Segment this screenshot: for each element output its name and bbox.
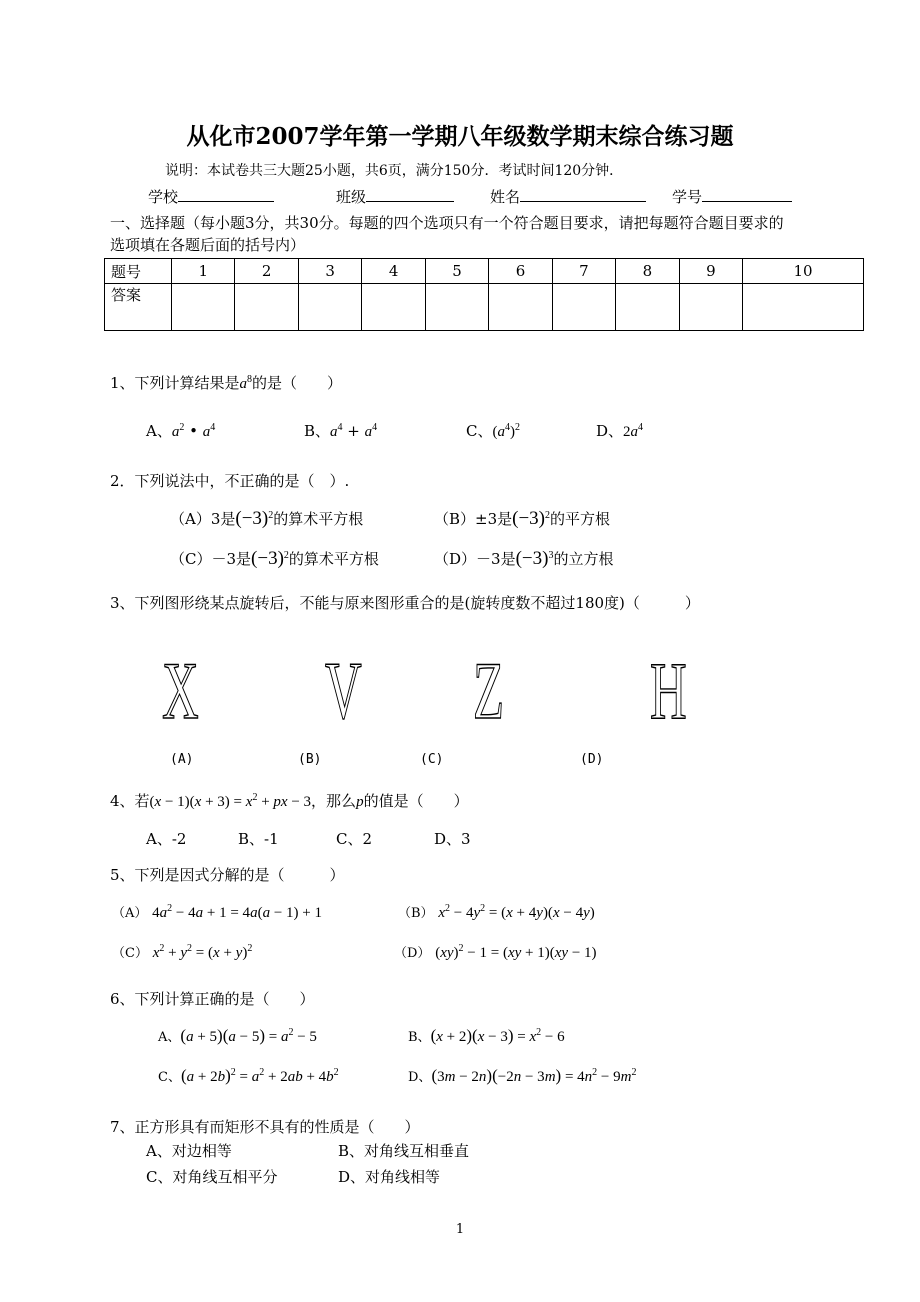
name-label: 姓名	[490, 188, 521, 206]
id-field[interactable]	[672, 186, 792, 207]
q6-option-b: B、$(x + 2)(x - 3) = x^2 - 6$	[408, 1026, 565, 1045]
table-number: 4	[362, 259, 425, 284]
letter-z-figure: Z	[473, 645, 505, 736]
question-2: 2．下列说法中，不正确的是（ ）.	[110, 472, 350, 490]
letter-h-figure: H	[650, 645, 687, 736]
q6-label-c: C、	[158, 1070, 181, 1085]
q6-option-c: C、$(a + 2b)^2 = a^2 + 2ab + 4b^2$	[158, 1066, 339, 1085]
question-3: 3、下列图形绕某点旋转后，不能与原来图形重合的是(旋转度数不超过180度)（ ）	[110, 594, 700, 612]
answer-cell[interactable]	[425, 284, 488, 331]
table-number: 6	[489, 259, 552, 284]
section1-line1: 一、选择题（每小题3分，共30分。每题的四个选项只有一个符合题目要求，请把每题符合题目要求的	[110, 214, 784, 232]
q4-suffix: 的值是（ ）	[363, 792, 469, 810]
question-4: 4、若$(x - 1)(x + 3) = x^2$ + px − 3，那么p的值是（ ）	[110, 792, 469, 810]
table-number: 3	[298, 259, 361, 284]
q4-option-b: B、-1	[238, 830, 279, 848]
school-label: 学校	[148, 188, 179, 206]
q6-option-a: A、$(a + 5)(a - 5) = a^2 - 5$	[158, 1026, 317, 1045]
q3-label-a: (A)	[170, 752, 194, 767]
table-number: 2	[235, 259, 298, 284]
q4-prefix: 4、若	[110, 792, 150, 810]
q3-label-d: (D)	[580, 752, 604, 767]
q4-option-d: D、3	[434, 830, 471, 848]
q3-label-c: (C)	[420, 752, 444, 767]
q5-option-b: （B） $x^2 - 4y^2 = (x + 4y)(x - 4y)$	[398, 903, 595, 921]
q2-c-suffix: 的算术平方根	[288, 550, 379, 568]
table-number: 7	[552, 259, 615, 284]
class-field[interactable]	[336, 186, 454, 207]
letter-x-figure: X	[162, 645, 199, 736]
question-7: 7、正方形具有而矩形不具有的性质是（ ）	[110, 1118, 420, 1136]
q1-option-b: B、$a^4 + a^4$	[304, 422, 378, 440]
question-6: 6、下列计算正确的是（ ）	[110, 990, 315, 1008]
answer-table	[104, 258, 864, 331]
exam-note: 说明：本试卷共三大题25小题，共6页，满分150分．考试时间120分钟．	[165, 163, 624, 179]
q7-option-d: D、对角线相等	[338, 1168, 441, 1186]
letter-v-figure: V	[325, 645, 362, 736]
table-number: 8	[616, 259, 679, 284]
q2-option-b: （B）±3是$(-3)^2$的平方根	[434, 508, 611, 529]
q2-d-suffix: 的立方根	[553, 550, 614, 568]
question-5: 5、下列是因式分解的是（ ）	[110, 866, 345, 884]
school-field[interactable]	[148, 186, 274, 207]
answer-cell[interactable]	[616, 284, 679, 331]
q1-option-a: A、$a^2$ • $a^4$	[146, 422, 216, 440]
q7-option-a: A、对边相等	[146, 1142, 232, 1160]
answer-row-label: 答案	[105, 284, 172, 331]
table-row	[105, 284, 864, 331]
q4-middle: ，那么	[311, 792, 357, 810]
id-label: 学号	[672, 188, 703, 206]
answer-cell[interactable]	[679, 284, 742, 331]
page-number: 1	[455, 1222, 465, 1237]
section1-line2: 选项填在各题后面的括号内）	[110, 236, 306, 254]
q1-suffix: 的是（ ）	[252, 374, 343, 392]
q5-option-d: （D） (xy)$^2$ − 1 = (xy + 1)(xy − 1)	[394, 943, 597, 961]
q4-option-c: C、2	[336, 830, 373, 848]
q5-label-d: （D）	[394, 946, 431, 961]
q2-b-prefix: （B）±3是	[434, 510, 513, 528]
q1-option-c: C、$(a^4)^2$	[466, 422, 520, 440]
question-1: 1、下列计算结果是$a^8$的是（ ）	[110, 374, 343, 392]
q1-option-d: D、$2a^4$	[596, 422, 644, 440]
q3-label-b: (B)	[298, 752, 322, 767]
q2-option-d: （D）－3是$(-3)^3$的立方根	[434, 548, 614, 569]
name-field[interactable]	[490, 186, 646, 207]
q4-option-a: A、-2	[146, 830, 187, 848]
q5-option-c: （C） $x^2 + y^2 = (x + y)^2$	[112, 943, 253, 961]
answer-cell[interactable]	[552, 284, 615, 331]
answer-cell[interactable]	[362, 284, 425, 331]
q2-c-prefix: （C）－3是	[170, 550, 252, 568]
answer-cell[interactable]	[489, 284, 552, 331]
q7-option-c: C、对角线互相平分	[146, 1168, 278, 1186]
section1-heading	[110, 212, 784, 256]
q2-a-suffix: 的算术平方根	[273, 510, 364, 528]
answer-cell[interactable]	[235, 284, 298, 331]
q6-label-b: B、	[408, 1030, 431, 1045]
q2-option-a: （A）3是$(-3)^2$的算术平方根	[170, 508, 364, 529]
answer-cell[interactable]	[743, 284, 864, 331]
page-title: 从化市2007学年第一学期八年级数学期末综合练习题	[186, 123, 734, 150]
class-label: 班级	[336, 188, 367, 206]
table-row	[105, 259, 864, 284]
table-number: 9	[679, 259, 742, 284]
table-number: 10	[743, 259, 864, 284]
q2-b-suffix: 的平方根	[550, 510, 611, 528]
q7-option-b: B、对角线互相垂直	[338, 1142, 470, 1160]
q5-option-a: （A） $4a^2 - 4a + 1 = 4a(a - 1) + 1$	[112, 903, 322, 921]
q5-label-b: （B）	[398, 906, 434, 921]
q5-label-a: （A）	[112, 906, 148, 921]
q2-d-prefix: （D）－3是	[434, 550, 516, 568]
q6-label-d: D、	[408, 1070, 432, 1085]
answer-cell[interactable]	[298, 284, 361, 331]
table-header-label: 题号	[105, 259, 172, 284]
q2-option-c: （C）－3是$(-3)^2$的算术平方根	[170, 548, 379, 569]
q2-a-prefix: （A）3是	[170, 510, 236, 528]
table-number: 1	[172, 259, 235, 284]
q1-prefix: 1、下列计算结果是	[110, 374, 240, 392]
answer-cell[interactable]	[172, 284, 235, 331]
q5-label-c: （C）	[112, 946, 148, 961]
table-number: 5	[425, 259, 488, 284]
q6-label-a: A、	[158, 1030, 181, 1045]
q6-option-d: D、$(3m - 2n)(-2n - 3m) = 4n^2 - 9m^2$	[408, 1066, 637, 1085]
